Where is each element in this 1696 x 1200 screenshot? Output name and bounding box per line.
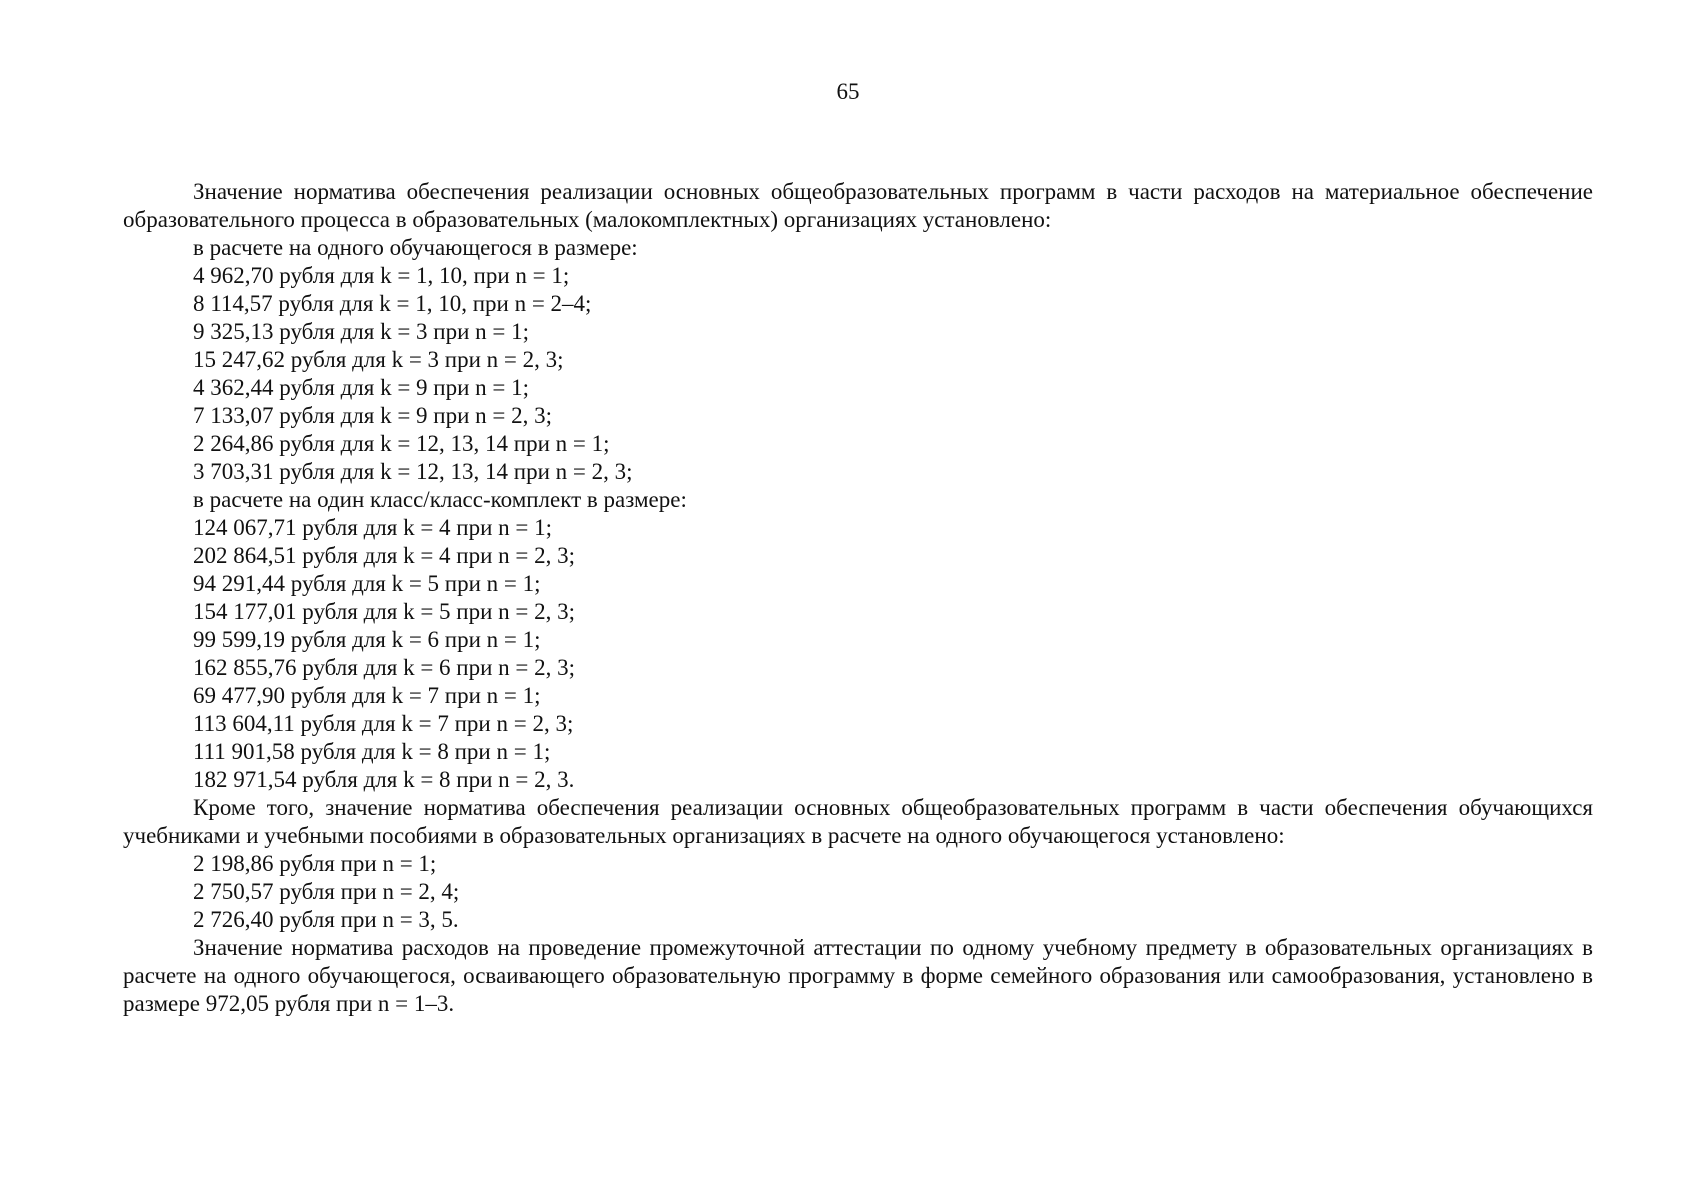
list-item: 2 264,86 рубля для k = 12, 13, 14 при n = 1; bbox=[193, 431, 610, 456]
list-item: 154 177,01 рубля для k = 5 при n = 2, 3; bbox=[193, 599, 576, 624]
list-item: 111 901,58 рубля для k = 8 при n = 1; bbox=[193, 739, 551, 764]
list-item: 15 247,62 рубля для k = 3 при n = 2, 3; bbox=[193, 347, 564, 372]
list-item: 99 599,19 рубля для k = 6 при n = 1; bbox=[193, 627, 541, 652]
list-item: 2 726,40 рубля при n = 3, 5. bbox=[193, 907, 459, 932]
list-item: 162 855,76 рубля для k = 6 при n = 2, 3; bbox=[193, 655, 576, 680]
list-item: 8 114,57 рубля для k = 1, 10, при n = 2–4; bbox=[193, 291, 592, 316]
list-item: 113 604,11 рубля для k = 7 при n = 2, 3; bbox=[193, 711, 574, 736]
list-item: 69 477,90 рубля для k = 7 при n = 1; bbox=[193, 683, 541, 708]
page-number: 65 bbox=[836, 79, 860, 104]
paragraph-textbooks: Кроме того, значение норматива обеспечения реализации основных общеобразовательных программ в части обеспечения обучающихся учебниками и учебными пособиями в образовательных организациях в расчете на одного обучающегося установлено: bbox=[123, 795, 1593, 848]
paragraph-material-support: Значение норматива обеспечения реализации основных общеобразовательных программ в части расходов на материальное обеспечение образовательного процесса в образовательных (малокомплектных) организациях установлено: bbox=[123, 179, 1593, 232]
list-item: 94 291,44 рубля для k = 5 при n = 1; bbox=[193, 571, 541, 596]
list-item: 4 962,70 рубля для k = 1, 10, при n = 1; bbox=[193, 263, 570, 288]
per-student-label: в расчете на одного обучающегося в размере: bbox=[193, 235, 638, 260]
per-class-label: в расчете на один класс/класс-комплект в размере: bbox=[193, 487, 687, 512]
list-item: 3 703,31 рубля для k = 12, 13, 14 при n = 2, 3; bbox=[193, 459, 633, 484]
document-body bbox=[123, 178, 1593, 1018]
list-item: 4 362,44 рубля для k = 9 при n = 1; bbox=[193, 375, 530, 400]
list-item: 2 198,86 рубля при n = 1; bbox=[193, 851, 437, 876]
list-item: 7 133,07 рубля для k = 9 при n = 2, 3; bbox=[193, 403, 553, 428]
list-item: 124 067,71 рубля для k = 4 при n = 1; bbox=[193, 515, 553, 540]
paragraph-attestation: Значение норматива расходов на проведение промежуточной аттестации по одному учебному предмету в образовательных организациях в расчете на одного обучающегося, осваивающего образовательную программу в форме семейного образования или самообразования, установлено в размере 972,05 рубля при n = 1–3. bbox=[123, 935, 1593, 1016]
list-item: 2 750,57 рубля при n = 2, 4; bbox=[193, 879, 460, 904]
list-item: 182 971,54 рубля для k = 8 при n = 2, 3. bbox=[193, 767, 575, 792]
list-item: 202 864,51 рубля для k = 4 при n = 2, 3; bbox=[193, 543, 576, 568]
list-item: 9 325,13 рубля для k = 3 при n = 1; bbox=[193, 319, 530, 344]
